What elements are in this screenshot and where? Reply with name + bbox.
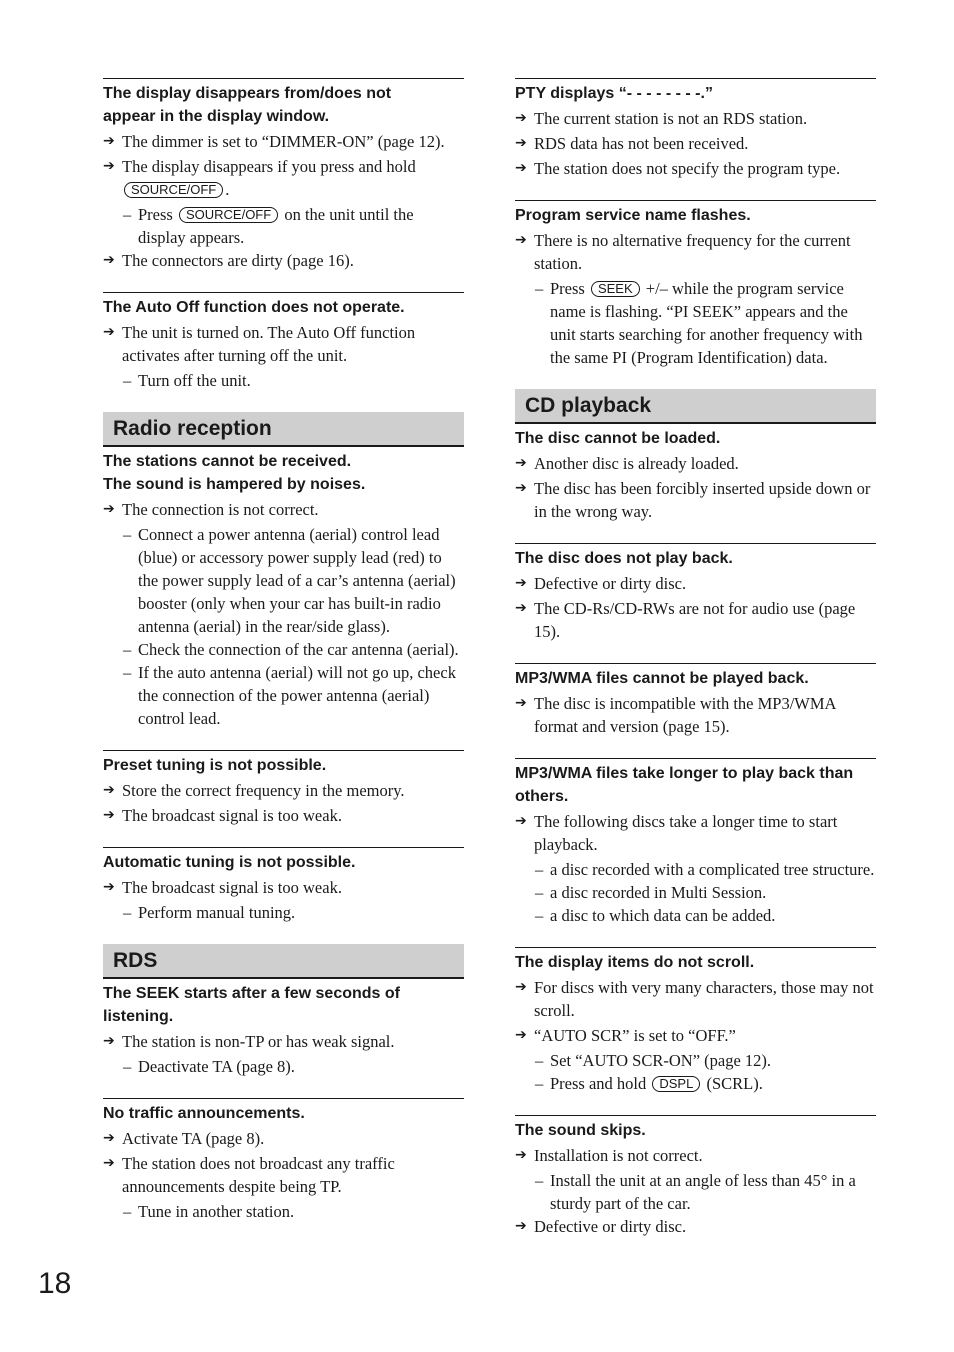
cause-item: ➔ The unit is turned on. The Auto Off function activates after turning off the unit. [103, 323, 416, 365]
arrow-right-icon: ➔ [103, 807, 115, 823]
cause-item: ➔ The station does not specify the program type. [515, 159, 841, 178]
issue-title: MP3/WMA files take longer to play back than others. [515, 765, 854, 805]
cause-item: ➔ The current station is not an RDS station. [515, 109, 808, 128]
remedy-item: – Turn off the unit. [123, 371, 251, 390]
issue-title: The Auto Off function does not operate. [103, 299, 405, 316]
arrow-right-icon: ➔ [103, 1155, 115, 1171]
arrow-right-icon: ➔ [103, 158, 115, 174]
remedy-item: – Perform manual tuning. [123, 903, 296, 922]
issue-no-traffic [103, 1098, 464, 1223]
cause-item: ➔ The dimmer is set to “DIMMER-ON” (page 12). [103, 132, 445, 151]
arrow-right-icon: ➔ [515, 600, 527, 616]
remedy-item: – Connect a power antenna (aerial) control lead (blue) or accessory power supply lead (red) to the power supply lead of a car’s antenna (aerial) booster (only when your car has built-in radio antenna (aerial) in the rear/side glass). [123, 525, 456, 636]
remedy-item: – a disc to which data can be added. [535, 906, 776, 925]
issue-pty-displays [515, 78, 876, 180]
issue-title: PTY displays “- - - - - - - -.” [515, 85, 713, 102]
cause-item: ➔ RDS data has not been received. [515, 134, 749, 153]
arrow-right-icon: ➔ [103, 1130, 115, 1146]
arrow-right-icon: ➔ [515, 1147, 527, 1163]
cause-item: ➔ “AUTO SCR” is set to “OFF.” [515, 1026, 736, 1045]
arrow-right-icon: ➔ [515, 813, 527, 829]
arrow-right-icon: ➔ [515, 110, 527, 126]
issue-automatic-tuning [103, 847, 464, 924]
cause-item: ➔ Defective or dirty disc. [515, 1217, 687, 1236]
remedy-item: – Install the unit at an angle of less than 45° in a sturdy part of the car. [535, 1171, 856, 1213]
left-column [103, 78, 464, 1243]
issue-mp3-cannot-play [515, 663, 876, 738]
cause-item: ➔ There is no alternative frequency for the current station. [515, 231, 851, 273]
cause-item: ➔ Activate TA (page 8). [103, 1129, 265, 1148]
issue-program-service-name [515, 200, 876, 369]
remedy-item: – a disc recorded in Multi Session. [535, 883, 767, 902]
cause-item: ➔ The station is non-TP or has weak signal. [103, 1032, 395, 1051]
issue-display-not-scroll [515, 947, 876, 1095]
issue-title: The display items do not scroll. [515, 954, 755, 971]
source-off-button-label: SOURCE/OFF [179, 207, 278, 223]
issue-mp3-longer [515, 758, 876, 927]
section-heading-cd-playback: CD playback [515, 389, 876, 424]
cause-item: ➔ The station does not broadcast any traffic announcements despite being TP. [103, 1154, 395, 1196]
issue-title: The disc cannot be loaded. [515, 430, 721, 447]
seek-button-label: SEEK [591, 281, 640, 297]
cause-item: ➔ The broadcast signal is too weak. [103, 878, 342, 897]
arrow-right-icon: ➔ [515, 695, 527, 711]
issue-display-disappears [103, 78, 464, 272]
arrow-right-icon: ➔ [515, 1218, 527, 1234]
cause-item: ➔ The disc has been forcibly inserted upside down or in the wrong way. [515, 479, 871, 521]
cause-item: ➔ Defective or dirty disc. [515, 574, 687, 593]
arrow-right-icon: ➔ [515, 160, 527, 176]
remedy-item: – Press SEEK +/– while the program service name is flashing. “PI SEEK” appears and the unit starts searching for another frequency with the same PI (Program Identification) data. [535, 279, 863, 367]
section-heading-radio: Radio reception [103, 412, 464, 447]
dspl-button-label: DSPL [652, 1076, 700, 1092]
issue-title: Preset tuning is not possible. [103, 757, 327, 774]
issue-title: Program service name flashes. [515, 207, 751, 224]
issue-stations-not-received [103, 450, 464, 730]
cause-item: ➔ Store the correct frequency in the memory. [103, 781, 405, 800]
issue-sound-skips [515, 1115, 876, 1238]
issue-preset-tuning [103, 750, 464, 827]
issue-seek-starts [103, 982, 464, 1078]
source-off-button-label: SOURCE/OFF [124, 182, 223, 198]
cause-item: ➔ The following discs take a longer time to start playback. [515, 812, 838, 854]
arrow-right-icon: ➔ [515, 979, 527, 995]
issue-title: MP3/WMA files cannot be played back. [515, 670, 809, 687]
issue-title: The SEEK starts after a few seconds of listening. [103, 985, 400, 1025]
right-column [515, 78, 876, 1258]
arrow-right-icon: ➔ [103, 133, 115, 149]
arrow-right-icon: ➔ [515, 575, 527, 591]
remedy-item: – If the auto antenna (aerial) will not go up, check the connection of the power antenna (aerial) control lead. [123, 663, 456, 728]
arrow-right-icon: ➔ [103, 252, 115, 268]
section-heading-rds: RDS [103, 944, 464, 979]
arrow-right-icon: ➔ [103, 782, 115, 798]
issue-title: The disc does not play back. [515, 550, 733, 567]
arrow-right-icon: ➔ [515, 135, 527, 151]
remedy-item: – Set “AUTO SCR-ON” (page 12). [535, 1051, 772, 1070]
cause-item: ➔ For discs with very many characters, those may not scroll. [515, 978, 874, 1020]
remedy-item: – Press and hold DSPL (SCRL). [535, 1074, 763, 1093]
arrow-right-icon: ➔ [515, 480, 527, 496]
remedy-item: – Deactivate TA (page 8). [123, 1057, 295, 1076]
cause-item: ➔ The connection is not correct. [103, 500, 319, 519]
issue-title: Automatic tuning is not possible. [103, 854, 356, 871]
arrow-right-icon: ➔ [103, 1033, 115, 1049]
remedy-item: – Tune in another station. [123, 1202, 295, 1221]
issue-title: The sound skips. [515, 1122, 646, 1139]
remedy-item: – Check the connection of the car antenna (aerial). [123, 640, 459, 659]
cause-item: ➔ The disc is incompatible with the MP3/WMA format and version (page 15). [515, 694, 836, 736]
issue-disc-not-play [515, 543, 876, 643]
arrow-right-icon: ➔ [103, 324, 115, 340]
arrow-right-icon: ➔ [515, 455, 527, 471]
issue-title: No traffic announcements. [103, 1105, 305, 1122]
cause-item: ➔ The broadcast signal is too weak. [103, 806, 342, 825]
cause-item: ➔ The connectors are dirty (page 16). [103, 251, 354, 270]
arrow-right-icon: ➔ [515, 1027, 527, 1043]
arrow-right-icon: ➔ [103, 501, 115, 517]
cause-item: ➔ Installation is not correct. [515, 1146, 703, 1165]
arrow-right-icon: ➔ [103, 879, 115, 895]
remedy-item: – Press SOURCE/OFF on the unit until the display appears. [123, 205, 414, 247]
cause-item: ➔ The display disappears if you press and hold SOURCE/OFF . [103, 157, 416, 199]
cause-item: ➔ Another disc is already loaded. [515, 454, 739, 473]
remedy-item: – a disc recorded with a complicated tree structure. [535, 860, 875, 879]
issue-disc-cannot-load [515, 427, 876, 523]
issue-title: The stations cannot be received. The sound is hampered by noises. [103, 453, 366, 493]
arrow-right-icon: ➔ [515, 232, 527, 248]
issue-title: The display disappears from/does not appear in the display window. [103, 85, 392, 125]
cause-item: ➔ The CD-Rs/CD-RWs are not for audio use (page 15). [515, 599, 856, 641]
page-number: 18 [38, 1267, 72, 1300]
issue-auto-off [103, 292, 464, 392]
